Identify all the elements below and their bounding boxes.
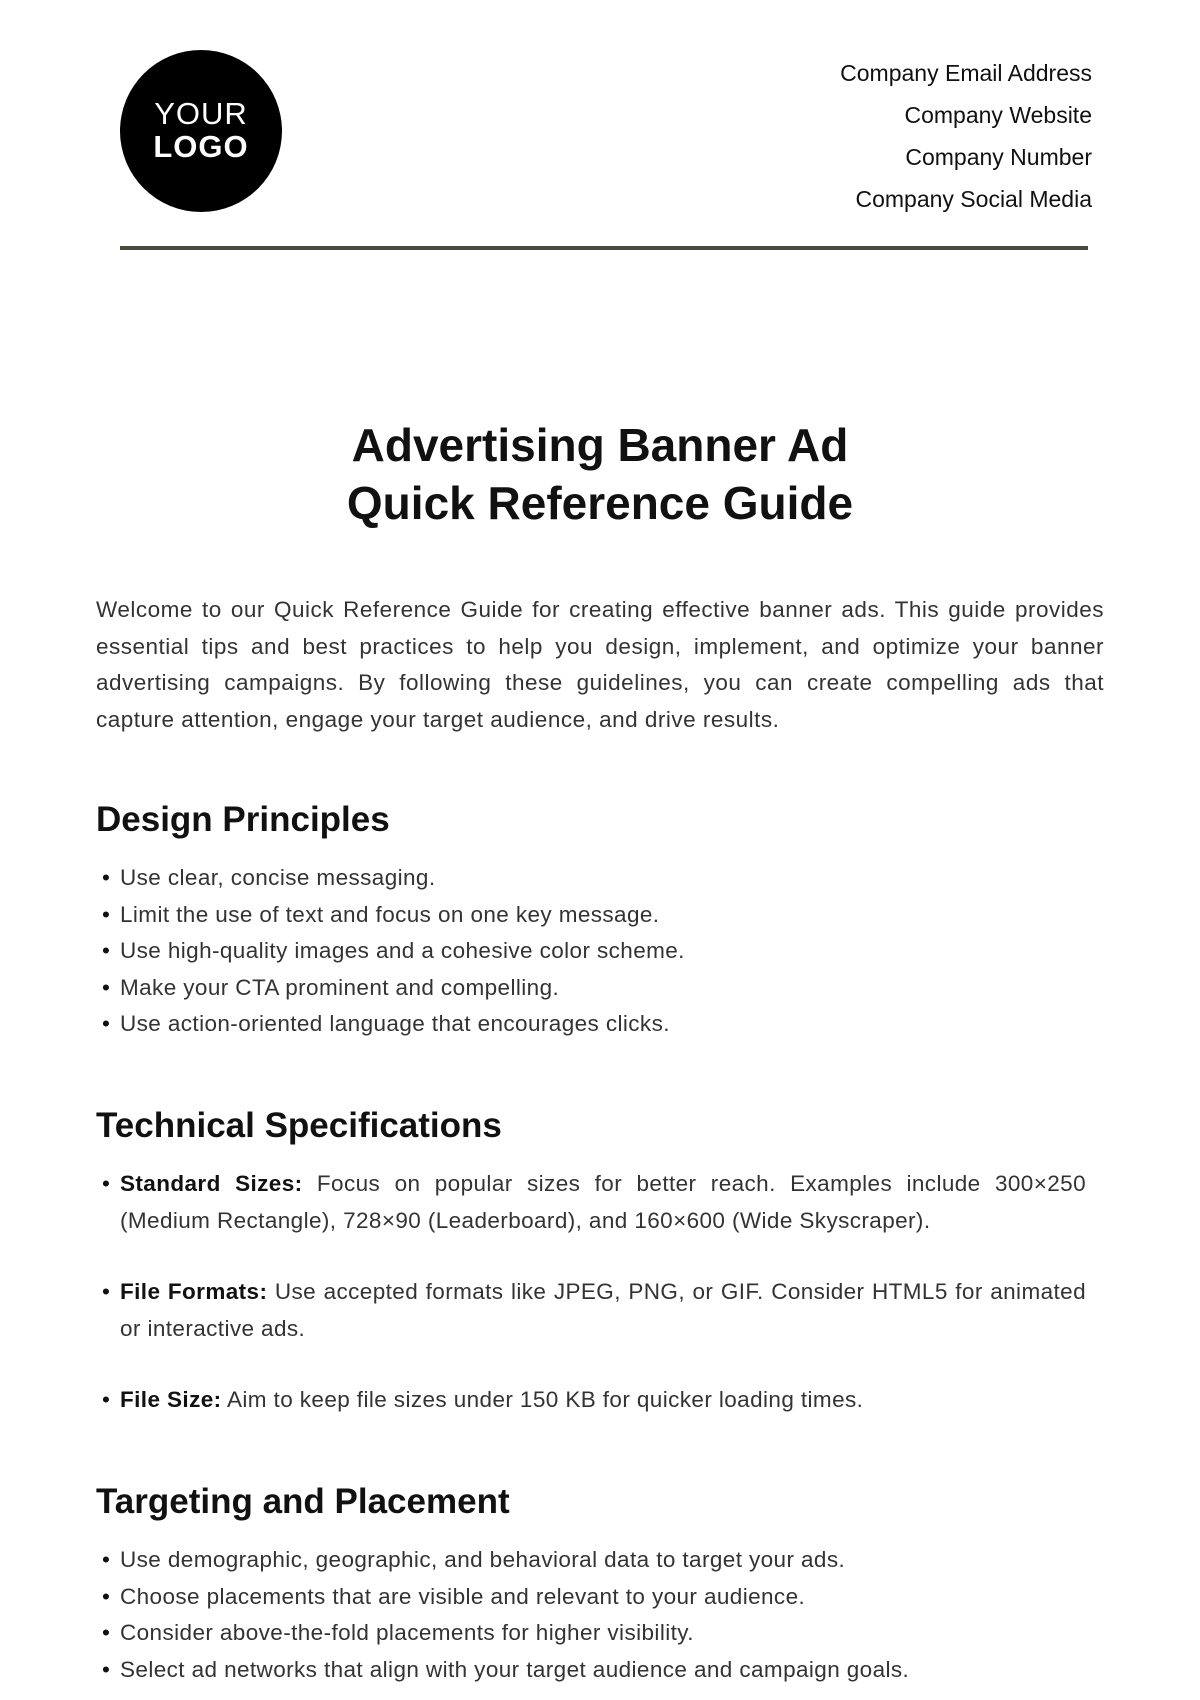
page-title-line-1: Advertising Banner Ad: [351, 419, 849, 471]
list-item: [96, 1166, 1086, 1239]
design-principles-list: [96, 860, 1104, 1043]
page-title-line-2: Quick Reference Guide: [346, 477, 854, 529]
list-item: • Limit the use of text and focus on one key message.: [96, 897, 1104, 934]
list-item: • Consider above-the-fold placements for higher visibility.: [96, 1615, 1104, 1652]
list-item: • Use demographic, geographic, and behavioral data to target your ads.: [96, 1542, 1104, 1579]
header-divider: [120, 246, 1088, 250]
spec-text: Use accepted formats like JPEG, PNG, or GIF. Consider HTML5 for animated or interactive ads.: [120, 1279, 1086, 1341]
company-website: Company Website: [904, 102, 1092, 128]
section-heading-targeting: Targeting and Placement: [96, 1482, 510, 1521]
company-email: Company Email Address: [840, 60, 1092, 86]
technical-specifications-list: [96, 1166, 1086, 1419]
section-heading-technical: Technical Specifications: [96, 1106, 502, 1145]
section-heading-design: Design Principles: [96, 800, 390, 839]
list-item: • Use high-quality images and a cohesive color scheme.: [96, 933, 1104, 970]
list-item: [96, 1274, 1086, 1347]
spec-label: File Size:: [120, 1387, 222, 1412]
list-item: [96, 1382, 1086, 1419]
company-contact-block: [840, 52, 1092, 220]
list-item: • Use action-oriented language that encourages clicks.: [96, 1006, 1104, 1043]
targeting-placement-list: [96, 1542, 1104, 1688]
list-item: • Use clear, concise messaging.: [96, 860, 1104, 897]
spec-label: Standard Sizes:: [120, 1171, 303, 1196]
intro-paragraph: Welcome to our Quick Reference Guide for creating effective banner ads. This guide provides essential tips and best practices to help you design, implement, and optimize your banner advertising campaigns. By following these guidelines, you can create compelling ads that capture attention, engage your target audience, and drive results.: [96, 597, 1104, 732]
list-item: • Select ad networks that align with your target audience and campaign goals.: [96, 1652, 1104, 1689]
spec-text: Aim to keep file sizes under 150 KB for quicker loading times.: [221, 1387, 864, 1412]
company-social-media: Company Social Media: [855, 186, 1092, 212]
company-number: Company Number: [905, 144, 1092, 170]
company-logo: [120, 50, 282, 212]
document-body: [96, 592, 1104, 1682]
page-title: [0, 416, 1200, 532]
logo-line-1: YOUR: [154, 96, 248, 132]
list-item: • Make your CTA prominent and compelling.: [96, 970, 1104, 1007]
spec-text: Focus on popular sizes for better reach. Examples include 300×250 (Medium Rectangle), 728×90 (Leaderboard), and 160×600 (Wide Skyscraper).: [120, 1171, 1087, 1233]
spec-label: File Formats:: [120, 1279, 268, 1304]
list-item: • Choose placements that are visible and relevant to your audience.: [96, 1579, 1104, 1616]
logo-line-2: LOGO: [153, 129, 249, 164]
